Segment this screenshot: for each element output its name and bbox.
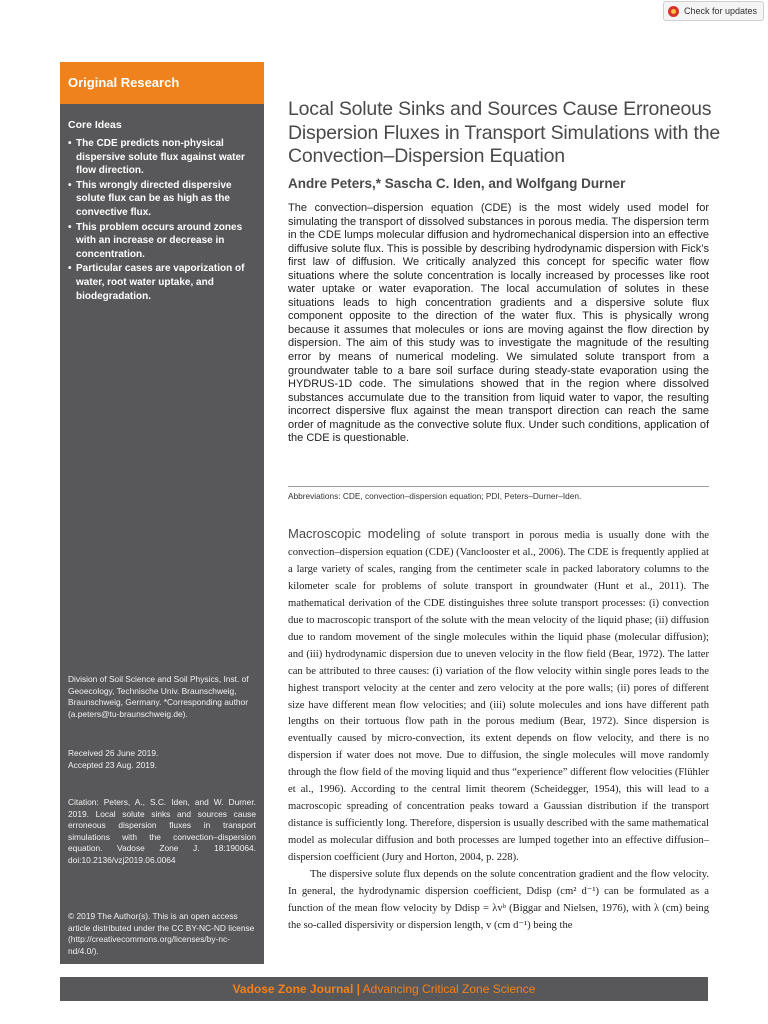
core-ideas-title: Core Ideas xyxy=(68,119,122,131)
dates xyxy=(68,748,256,771)
check-for-updates-button[interactable] xyxy=(663,1,764,21)
core-idea-item: • Particular cases are vaporization of water, root water uptake, and biodegradation. xyxy=(68,262,254,303)
journal-name: Vadose Zone Journal xyxy=(232,982,354,996)
divider xyxy=(288,486,709,487)
footer-separator: | xyxy=(356,982,360,996)
abstract: The convection–dispersion equation (CDE) is the most widely used model for simulating the transport of dissolved substances in porous media. The dispersion term in the CDE lumps molecular diffusion and hydromechanical dispersion into an effective diffusive solute flux. This is possible by describing hydrodynamic dispersion with Fick’s first law of diffusion. We critically analyzed this concept for specific water flow situations where the solute concentration is locally increased by processes like root water uptake or water evaporation. The local accumulation of solutes in these situations leads to high concentration gradients and a dispersive solute flux component opposite to the direction of the water flux. This is physically wrong because it assumes that molecules or ions are moving against the flow direction by dispersion. The aim of this study was to investigate the magnitude of the resulting error by means of numerical modeling. We simulated solute transport from a groundwater table to a bare soil surface during steady-state evaporation using the HYDRUS-1D code. The simulations showed that in the region where dissolved substances accumulate due to the transition from liquid water to vapor, the resulting incorrect dispersive flux against the mean transport direction can reach the same order of magnitude as the convective solute flux. Under such conditions, application of the CDE is questionable. xyxy=(288,202,709,445)
section-label: Original Research xyxy=(60,62,264,104)
journal-tagline: Advancing Critical Zone Science xyxy=(362,982,536,996)
citation: Citation: Peters, A., S.C. Iden, and W. Durner. 2019. Local solute sinks and sources cause erroneous dispersion fluxes in transport simulations with the convection–dispersion equation. Vadose Zone J. 18:190064. doi:10.2136/vzj2019.06.0064 xyxy=(68,797,256,865)
crossmark-icon xyxy=(668,6,679,17)
core-idea-item: • This wrongly directed dispersive solute flux can be as high as the convective flux. xyxy=(68,179,254,220)
body-text xyxy=(288,526,709,935)
body-paragraph-2: The dispersive solute flux depends on the solute concentration gradient and the flow velocity. In general, the hydrodynamic dispersion coefficient, Ddisp (cm² d⁻¹) can be formulated as a function of the mean flow velocity by Ddisp = λvᵇ (Biggar and Nielsen, 1976), with λ (cm) being the so-called dispersivity or dispersion length, v (cm d⁻¹) being the xyxy=(288,869,709,931)
affiliation: Division of Soil Science and Soil Physics, Inst. of Geoecology, Technische Univ. Braunschweig, Braunschweig, Germany. *Corresponding author (a.peters@tu-braunschweig.de). xyxy=(68,674,249,719)
body-lead: Macroscopic modeling xyxy=(288,526,421,541)
received-date: Received 26 June 2019. xyxy=(68,748,159,758)
accepted-date: Accepted 23 Aug. 2019. xyxy=(68,759,157,770)
sidebar xyxy=(60,62,264,964)
license: © 2019 The Author(s). This is an open access article distributed under the CC BY-NC-ND license (http://creativecommons.org/licenses/by-nc-nd/4.0/). xyxy=(68,911,255,956)
article-title: Local Solute Sinks and Sources Cause Erroneous Dispersion Fluxes in Transport Simulations with the Convection–Dispersion Equation xyxy=(288,98,720,167)
check-for-updates-label: Check for updates xyxy=(683,6,757,16)
core-idea-item: • This problem occurs around zones with an increase or decrease in concentration. xyxy=(68,221,254,262)
journal-footer xyxy=(60,977,708,1001)
core-ideas-list xyxy=(60,137,264,303)
body-paragraph-1: of solute transport in porous media is usually done with the convection–dispersion equation (CDE) (Vanclooster et al., 2006). The CDE is frequently applied at a large variety of scales, ranging from the centimeter scale in packed laboratory columns to the kilometer scale for problems of solute transport in groundwater (Hunt et al., 2011). The mathematical derivation of the CDE distinguishes three solute transport processes: (i) convection due to macroscopic transport of the solute with the mean velocity of the liquid phase; (ii) diffusion due to random movement of the single molecules within the liquid phase (molecular diffusion); and (iii) hydrodynamic dispersion due to uneven velocity in the flow field (Bear, 1972). The latter can be attributed to three causes: (i) variation of the flow velocity within single pores leads to the highest transport velocity at the center and zero velocity at the pore walls; (ii) pores of different size have different mean flow velocities; and (iii) solute molecules and ions have different path lengths on their tortuous flow path in the porous medium (Bear, 1972). Since dispersion is eventually caused by micro-convection, its extent depends on flow velocity, and there is no dispersion if water does not move. Due to diffusion, the single molecules will move randomly through the flow field of the moving liquid and thus “experience” different flow velocities (Flühler et al., 1996). According to the central limit theorem (Scheidegger, 1954), this will lead to a macroscopic spreading of concentration peaks toward a Gaussian distribution if the transport distance is sufficiently long. Therefore, dispersion is usually described with the same mathematical model as molecular diffusion and both processes are lumped together into an effective diffusion–dispersion coefficient (Jury and Horton, 2004, p. 228). xyxy=(288,530,709,864)
article-authors: Andre Peters,* Sascha C. Iden, and Wolfgang Durner xyxy=(288,176,626,191)
abbreviations: Abbreviations: CDE, convection–dispersion equation; PDI, Peters–Durner–Iden. xyxy=(288,491,582,501)
core-idea-item: • The CDE predicts non-physical dispersive solute flux against water flow direction. xyxy=(68,137,254,178)
